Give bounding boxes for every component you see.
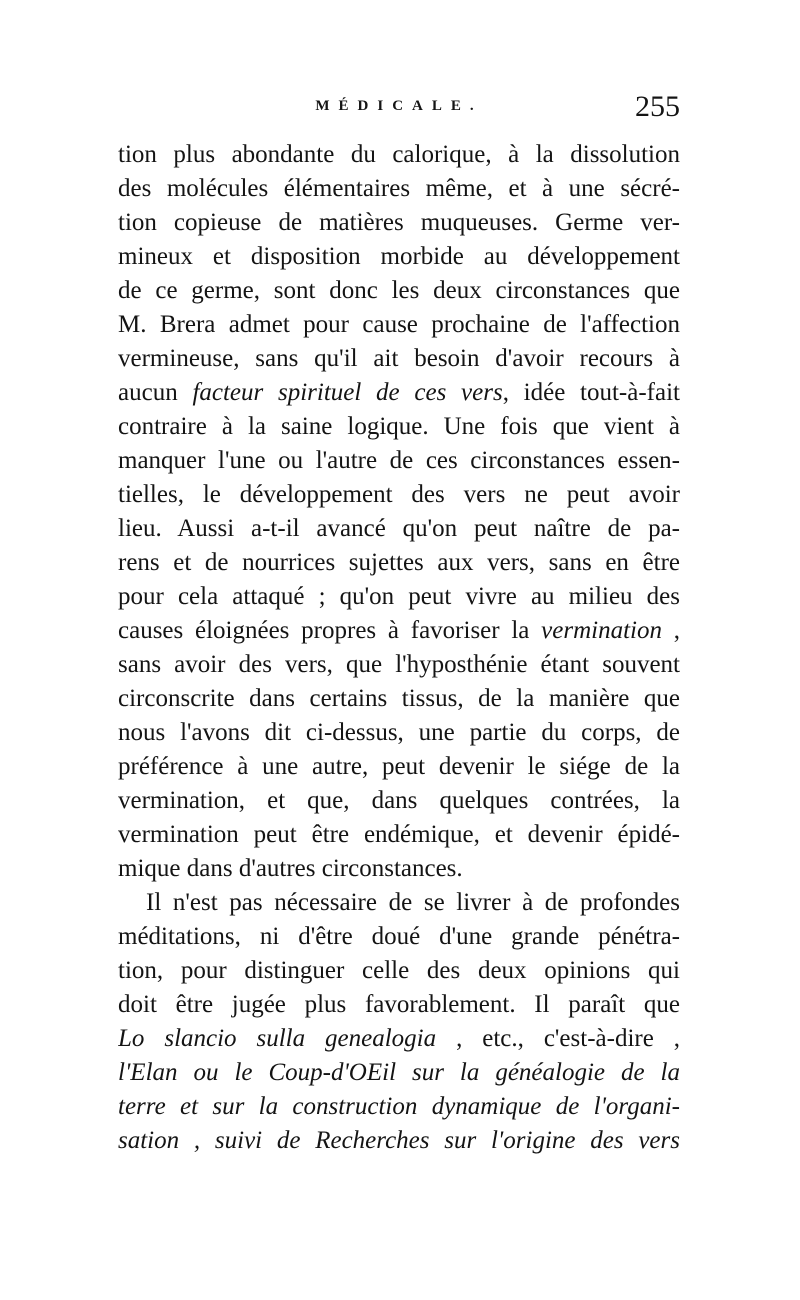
- text-line: circonscrite dans certains tissus, de la manière que: [118, 685, 680, 712]
- text-line: tion, pour distinguer celle des deux opinions qui: [118, 957, 680, 984]
- paragraph-last-line: mique dans d'autres circonstances.: [118, 855, 463, 882]
- text-line: M. Brera admet pour cause prochaine de l'affection: [118, 311, 680, 338]
- text-line: pour cela attaqué ; qu'on peut vivre au milieu des: [118, 583, 680, 610]
- text-line: doit être jugée plus favorablement. Il paraît que: [118, 991, 680, 1018]
- text-line: nous l'avons dit ci-dessus, une partie du corps, de: [118, 719, 680, 746]
- text-line: [118, 614, 680, 648]
- running-head: MÉDICALE.: [315, 98, 483, 114]
- italic-phrase: vermination: [541, 617, 662, 644]
- text-line: vermination, et que, dans quelques contrées, la: [118, 787, 680, 814]
- text-line: tion copieuse de matières muqueuses. Germe ver-: [118, 209, 680, 236]
- text-line: rens et de nourrices sujettes aux vers, sans en être: [118, 549, 680, 576]
- body-text: [118, 138, 680, 1158]
- text-line: contraire à la saine logique. Une fois que vient à: [118, 413, 680, 440]
- text-line: manquer l'une ou l'autre de ces circonstances essen-: [118, 447, 680, 474]
- text-line: préférence à une autre, peut devenir le siége de la: [118, 753, 680, 780]
- italic-phrase: Lo slancio sulla genealogia: [118, 1025, 437, 1052]
- text-line: lieu. Aussi a-t-il avancé qu'on peut naître de pa-: [118, 515, 680, 542]
- text-line: de ce germe, sont donc les deux circonstances que: [118, 277, 680, 304]
- text-line: [118, 1022, 680, 1056]
- text-line: des molécules élémentaires même, et à une sécré-: [118, 175, 680, 202]
- italic-title-line: terre et sur la construction dynamique de l'organi-: [118, 1093, 680, 1120]
- paragraph-first-line: Il n'est pas nécessaire de se livrer à de profondes: [146, 889, 680, 916]
- italic-title-line: sation , suivi de Recherches sur l'origine des vers: [118, 1127, 680, 1154]
- text-segment: aucun: [118, 379, 193, 406]
- text-line: méditations, ni d'être doué d'une grande pénétra-: [118, 923, 680, 950]
- page-number: 255: [635, 90, 680, 123]
- italic-phrase: facteur spirituel de ces vers: [192, 379, 503, 406]
- text-segment: , idée tout-à-fait: [502, 379, 680, 406]
- text-line: vermineuse, sans qu'il ait besoin d'avoir recours à: [118, 345, 680, 372]
- page-header: [118, 92, 680, 132]
- text-segment: ,: [661, 617, 680, 644]
- text-line: vermination peut être endémique, et devenir épidé-: [118, 821, 680, 848]
- text-line: sans avoir des vers, que l'hyposthénie étant souvent: [118, 651, 680, 678]
- text-line: tielles, le développement des vers ne peut avoir: [118, 481, 680, 508]
- text-line: mineux et disposition morbide au développement: [118, 243, 680, 270]
- text-segment: causes éloignées propres à favoriser la: [118, 617, 542, 644]
- text-segment: , etc., c'est-à-dire ,: [436, 1025, 680, 1052]
- italic-title-line: l'Elan ou le Coup-d'OEil sur la généalogie de la: [118, 1059, 680, 1086]
- text-line: tion plus abondante du calorique, à la dissolution: [118, 141, 680, 168]
- text-line: [118, 376, 680, 410]
